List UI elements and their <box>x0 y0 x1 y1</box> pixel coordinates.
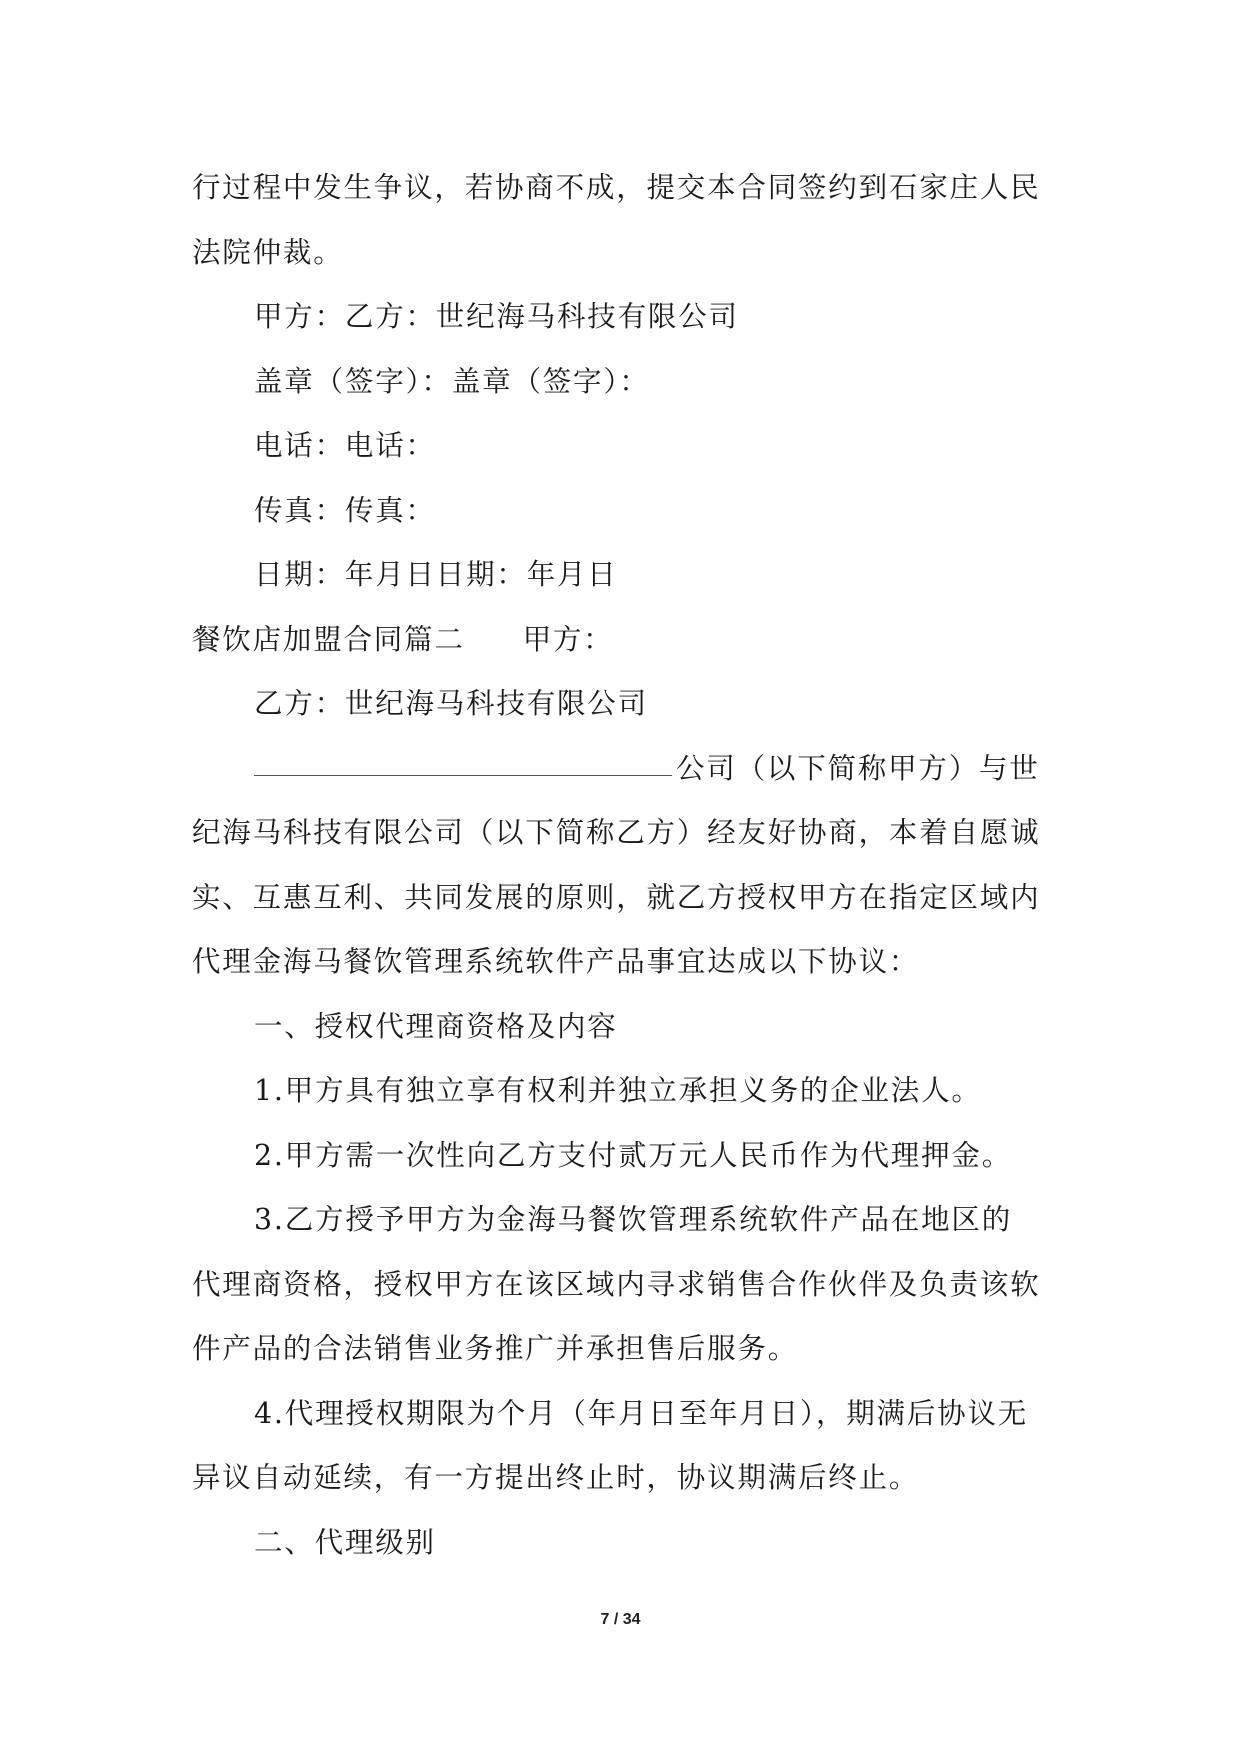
document-body <box>192 156 1052 1575</box>
clause-item: 4.代理授权期限为个月（年月日至年月日），期满后协议无 <box>254 1396 1029 1430</box>
blank-fill-line <box>254 773 672 776</box>
paragraph-line: 实、互惠互利、共同发展的原则，就乙方授权甲方在指定区域内 <box>192 880 1041 914</box>
text-line: 行过程中发生争议，若协商不成，提交本合同签约到石家庄人民 <box>192 171 1041 204</box>
section-heading <box>192 608 1052 673</box>
clause-item: 1.甲方具有独立享有权利并独立承担义务的企业法人。 <box>254 1074 982 1107</box>
section-title: 二、代理级别 <box>254 1525 436 1559</box>
text-line: 法院仲裁。 <box>192 235 344 269</box>
date-line: 日期：年月日日期：年月日 <box>254 558 618 591</box>
paragraph-line: 纪海马科技有限公司（以下简称乙方）经友好协商，本着自愿诚 <box>192 816 1041 849</box>
seal-line: 盖章（签字）：盖章（签字）： <box>254 364 650 398</box>
clause-item-continued: 代理商资格，授权甲方在该区域内寻求销售合作伙伴及负责该软 <box>192 1267 1041 1301</box>
party-a-label: 甲方： <box>522 622 614 656</box>
clause-item: 2.甲方需一次性向乙方支付贰万元人民币作为代理押金。 <box>254 1138 1012 1172</box>
clause-item: 3.乙方授予甲方为金海马餐饮管理系统软件产品在地区的 <box>254 1203 1012 1236</box>
phone-line: 电话：电话： <box>254 429 436 462</box>
paragraph-line: 代理金海马餐饮管理系统软件产品事宜达成以下协议： <box>192 945 920 978</box>
paragraph-text: 公司（以下简称甲方）与世 <box>676 751 1040 785</box>
party-b-line: 乙方：世纪海马科技有限公司 <box>254 687 648 720</box>
contract-title: 餐饮店加盟合同篇二 <box>192 622 465 656</box>
fax-line: 传真：传真： <box>254 493 436 527</box>
clause-item-continued: 异议自动延续，有一方提出终止时，协议期满后终止。 <box>192 1461 920 1494</box>
page-number: 7 / 34 <box>600 1611 641 1628</box>
clause-item-continued: 件产品的合法销售业务推广并承担售后服务。 <box>192 1332 799 1365</box>
paragraph-line <box>192 737 1052 802</box>
section-title: 一、授权代理商资格及内容 <box>254 1009 618 1043</box>
party-line: 甲方：乙方：世纪海马科技有限公司 <box>254 300 739 333</box>
